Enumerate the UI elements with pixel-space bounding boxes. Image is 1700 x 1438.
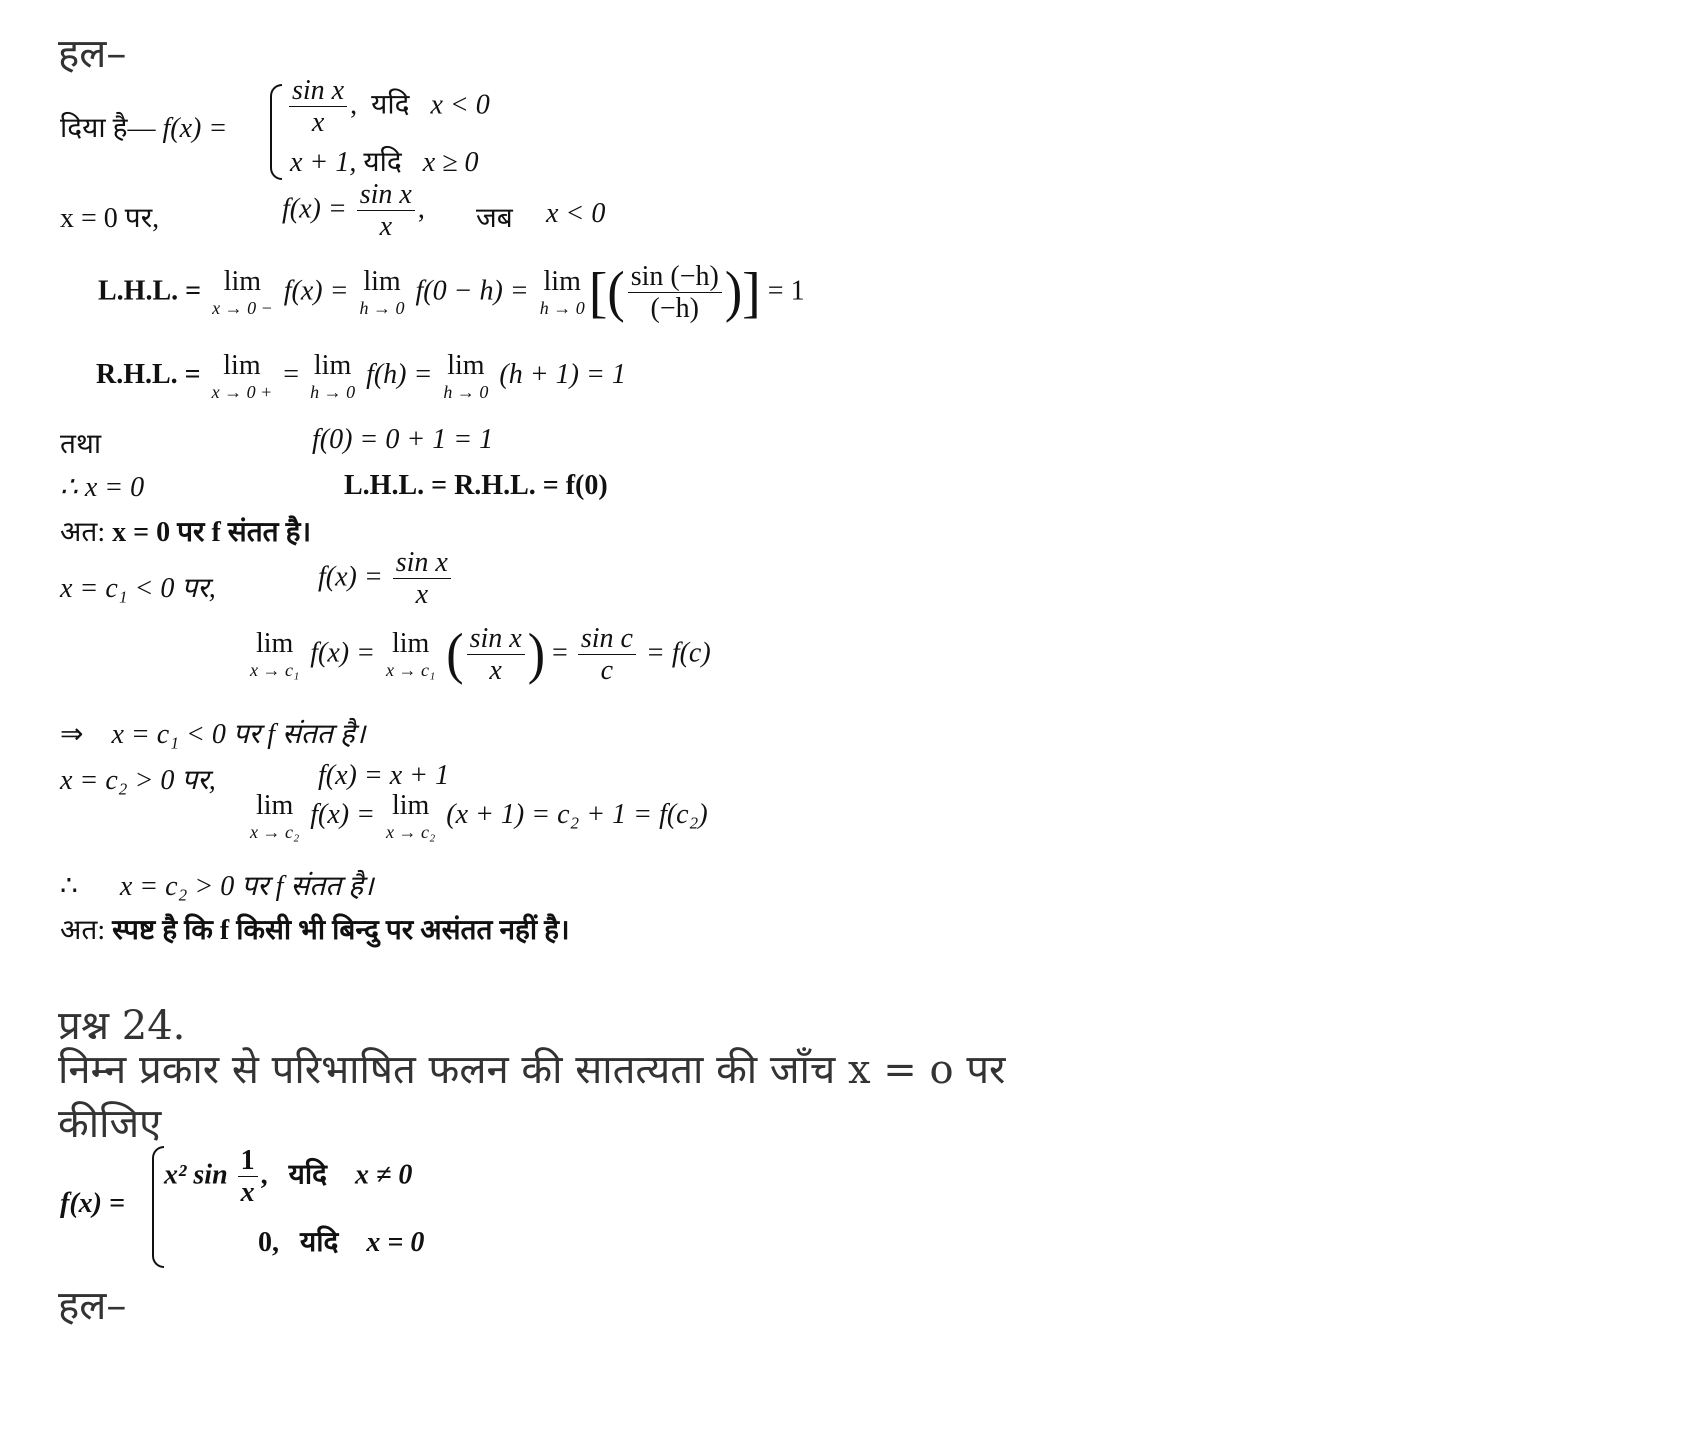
therefore-symbol: ∴ bbox=[60, 871, 78, 902]
lim-7 bbox=[250, 630, 299, 679]
frac-den: x bbox=[415, 579, 429, 611]
fx-label: f(x) = bbox=[282, 193, 347, 225]
given-brace bbox=[270, 84, 282, 180]
lim-9 bbox=[250, 792, 299, 841]
fx-at-x0: f(x) = $\frac{\text{sin x}}{x}$ , bbox=[282, 179, 425, 243]
lhl-part1: f(x) = bbox=[283, 275, 349, 307]
if-text: यदि bbox=[288, 1159, 328, 1191]
given-case1: $\frac{\text{sin x}}{x}$ , यदि x < 0 bbox=[286, 76, 490, 138]
given-frac bbox=[289, 76, 347, 138]
q-cond2: x = 0 bbox=[366, 1227, 425, 1258]
lim-word: lim bbox=[363, 266, 401, 298]
lim-word: lim bbox=[543, 266, 581, 298]
implies-symbol: ⇒ bbox=[60, 719, 84, 750]
c2-fx-def: f(x) = x + 1 bbox=[318, 760, 450, 791]
rhl-label: R.H.L. = bbox=[96, 358, 201, 390]
lim-sub: h → 0 bbox=[443, 382, 489, 402]
f0-eq: f(0) = 0 + 1 = 1 bbox=[312, 424, 494, 455]
lim-6 bbox=[443, 352, 488, 401]
lim-sub: x → c₁ bbox=[386, 660, 436, 681]
lim-1 bbox=[212, 268, 273, 317]
lim-4 bbox=[212, 352, 273, 401]
lim-word: lim bbox=[391, 790, 430, 821]
at-c2: x = c₂ > 0 पर, bbox=[60, 765, 216, 796]
conclusion-bold: स्पष्ट है कि f किसी भी बिन्दु पर असंतत नहीं है। bbox=[112, 915, 570, 946]
q-zero: 0, bbox=[258, 1227, 279, 1258]
frac-num: sin (−h) bbox=[628, 262, 722, 293]
if-text: यदि bbox=[371, 89, 410, 121]
at-c1: x = c₁ < 0 पर, bbox=[60, 573, 216, 604]
rhl-eq: = bbox=[283, 358, 300, 390]
frac-num: sin x bbox=[393, 548, 451, 579]
lim-5 bbox=[310, 352, 355, 401]
conclusion-bold: x = 0 पर f संतत है। bbox=[112, 517, 312, 548]
lhl-result: = 1 bbox=[767, 275, 805, 307]
conclusion-1 bbox=[60, 512, 311, 550]
c1-frac-2 bbox=[467, 624, 525, 686]
lim-10 bbox=[386, 792, 435, 841]
fx-frac bbox=[357, 180, 415, 242]
frac-den: (−h) bbox=[650, 293, 699, 325]
therefore-c2-line bbox=[60, 866, 374, 904]
close-paren: ) bbox=[527, 622, 546, 686]
q-case1: x² sin $\frac{1}{x}$ , यदि x ≠ 0 bbox=[164, 1145, 413, 1209]
open-paren: ( bbox=[607, 260, 625, 324]
c1-fx: f(x) = bbox=[310, 637, 375, 669]
frac-num: sin x bbox=[289, 76, 347, 107]
given-text: दिया है— bbox=[60, 113, 156, 144]
given-label bbox=[60, 108, 227, 146]
q-x2sin: x² sin bbox=[164, 1159, 228, 1191]
c2-result: (x + 1) = c₂ + 1 = f(c₂) bbox=[446, 798, 708, 830]
lim-word: lim bbox=[255, 628, 294, 660]
lim-sub: x → c₂ bbox=[250, 822, 300, 842]
lim-sub: x → 0 + bbox=[211, 382, 273, 402]
lim-sub: x → 0 − bbox=[212, 298, 273, 319]
lim-word: lim bbox=[391, 628, 430, 660]
frac-den: c bbox=[600, 655, 614, 687]
frac-num: sin x bbox=[357, 180, 415, 211]
tatha: तथा bbox=[60, 429, 102, 460]
conclusion-prefix: अत: bbox=[60, 517, 106, 548]
frac-den: x bbox=[379, 211, 393, 243]
eq-fc: = f(c) bbox=[645, 637, 711, 669]
lhl-part2: f(0 − h) = bbox=[415, 275, 529, 307]
frac-den: x bbox=[240, 1177, 255, 1209]
lhl-label: L.H.L. = bbox=[98, 275, 202, 307]
question-label: प्रश्न 24. bbox=[58, 1003, 186, 1049]
open-bracket: [ bbox=[588, 261, 608, 324]
answer-label: हल– bbox=[58, 1283, 127, 1329]
lim-word: lim bbox=[447, 350, 485, 381]
lim-sub: x → c₂ bbox=[386, 822, 436, 842]
c2-cont: x = c₂ > 0 पर f संतत है। bbox=[119, 871, 374, 902]
conclusion-2 bbox=[60, 910, 570, 948]
lhl-line bbox=[98, 262, 805, 324]
if-text-2: यदि bbox=[363, 147, 402, 178]
case2-expr: x + 1, bbox=[290, 147, 357, 178]
lim-sub: h → 0 bbox=[310, 382, 356, 402]
solution-label: हल– bbox=[58, 31, 127, 77]
lim-word: lim bbox=[255, 790, 294, 821]
at-x0: x = 0 पर, bbox=[60, 203, 160, 234]
frac-num: 1 bbox=[238, 1146, 258, 1177]
implies-line bbox=[60, 714, 365, 752]
q-case2 bbox=[258, 1222, 424, 1260]
q-brace bbox=[152, 1146, 164, 1268]
rhl-line bbox=[96, 352, 626, 401]
therefore-x0: ∴ x = 0 bbox=[60, 472, 145, 503]
lhl-frac bbox=[628, 262, 722, 324]
lim-8 bbox=[386, 630, 435, 679]
when-cond: x < 0 bbox=[546, 198, 606, 229]
given-fx: f(x) = bbox=[162, 113, 228, 144]
close-paren: ) bbox=[724, 260, 743, 324]
rhl-final: (h + 1) = 1 bbox=[499, 358, 626, 390]
lim-3 bbox=[540, 268, 585, 317]
lim-sub: h → 0 bbox=[359, 298, 405, 319]
c1-cont: x = c₁ < 0 पर f संतत है। bbox=[111, 719, 366, 750]
c1-limit-line: lim x → c₁ f(x) = lim x → c₁ ( $\frac{\text{sin x}}{x}$ ) = $\frac{\text{sin c}}{c}$ = f(c) bbox=[250, 622, 711, 687]
close-bracket: ] bbox=[742, 261, 761, 324]
lim-word: lim bbox=[223, 350, 261, 381]
lim-sub: h → 0 bbox=[539, 298, 585, 319]
conclusion-prefix: अत: bbox=[60, 915, 106, 946]
lim-sub: x → c₁ bbox=[250, 660, 300, 681]
q-frac bbox=[238, 1146, 258, 1208]
open-paren: ( bbox=[446, 622, 464, 686]
case2-cond: x ≥ 0 bbox=[422, 147, 479, 178]
if-text: यदि bbox=[300, 1227, 339, 1258]
q-cond1: x ≠ 0 bbox=[355, 1159, 413, 1191]
q-fx: f(x) = bbox=[60, 1188, 125, 1219]
lim-word: lim bbox=[313, 350, 352, 381]
frac-num: sin c bbox=[578, 624, 636, 655]
rhl-fh: f(h) = bbox=[366, 358, 433, 390]
c1-fx-def bbox=[318, 548, 454, 610]
frac-den: x bbox=[489, 655, 502, 687]
c2-limit-line bbox=[246, 792, 708, 841]
lim-2 bbox=[359, 268, 404, 317]
given-case2 bbox=[290, 142, 479, 180]
sinc-frac bbox=[578, 624, 636, 686]
c1-frac bbox=[393, 548, 451, 610]
fx-label: f(x) = bbox=[318, 561, 383, 593]
frac-num: sin x bbox=[467, 624, 525, 655]
lim-word: lim bbox=[223, 266, 262, 298]
question-text-2: कीजिए bbox=[58, 1101, 162, 1147]
case1-cond: x < 0 bbox=[430, 89, 490, 121]
frac-den: x bbox=[311, 107, 325, 139]
c2-fx: f(x) = bbox=[310, 798, 375, 830]
when-text: जब bbox=[476, 203, 513, 234]
question-text-1: निम्न प्रकार से परिभाषित फलन की सातत्यता की जाँच x = o पर bbox=[58, 1047, 1006, 1093]
lhl-rhl-f0: L.H.L. = R.H.L. = f(0) bbox=[344, 470, 608, 501]
